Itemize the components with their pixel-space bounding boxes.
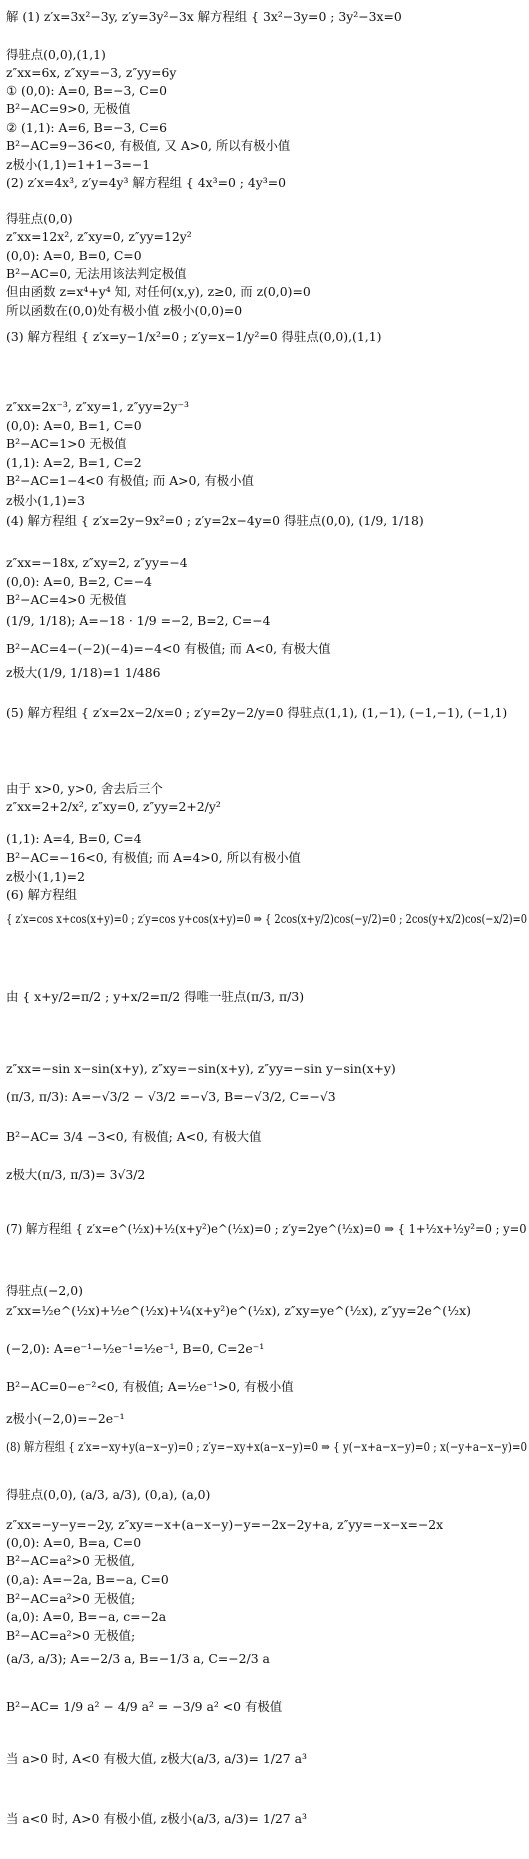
solution-line: (a/3, a/3); A=−2/3 a, B=−1/3 a, C=−2/3 a xyxy=(6,1652,270,1666)
solution-line: z极小(1,1)=1+1−3=−1 xyxy=(6,158,151,172)
solution-line: B²−AC=a²>0 无极值; xyxy=(6,1629,136,1643)
solution-line: B²−AC=9>0, 无极值 xyxy=(6,102,131,116)
solution-line: 由 { x+y/2=π/2 ; y+x/2=π/2 得唯一驻点(π/3, π/3) xyxy=(6,990,305,1004)
solution-line: (4) 解方程组 { z′x=2y−9x²=0 ; z′y=2x−4y=0 得驻点(0,0), (1/9, 1/18) xyxy=(6,514,424,528)
solution-line: 当 a<0 时, A>0 有极小值, z极小(a/3, a/3)= 1/27 a³ xyxy=(6,1812,307,1826)
solution-line: (3) 解方程组 { z′x=y−1/x²=0 ; z′y=x−1/y²=0 得驻点(0,0),(1,1) xyxy=(6,330,382,344)
solution-line: ① (0,0): A=0, B=−3, C=0 xyxy=(6,84,167,98)
solution-line: (8) 解方程组 { z′x=−xy+y(a−x−y)=0 ; z′y=−xy+x(a−x−y)=0 ⇒ { y(−x+a−x−y)=0 ; x(−y+a−x−y)=0 xyxy=(6,1439,528,1454)
solution-line: 得驻点(0,0),(1,1) xyxy=(6,48,106,62)
solution-line: z″xx=2x⁻³, z″xy=1, z″yy=2y⁻³ xyxy=(6,400,189,414)
solution-line: B²−AC=1>0 无极值 xyxy=(6,437,127,451)
solution-line: B²−AC=a²>0 无极值, xyxy=(6,1554,135,1568)
solution-line: B²−AC=1−4<0 有极值; 而 A>0, 有极小值 xyxy=(6,474,254,488)
solution-line: (a,0): A=0, B=−a, c=−2a xyxy=(6,1610,167,1624)
solution-line: (1,1): A=2, B=1, C=2 xyxy=(6,456,142,470)
solution-line: { z′x=cos x+cos(x+y)=0 ; z′y=cos y+cos(x+y)=0 ⇒ { 2cos(x+y/2)cos(−y/2)=0 ; 2cos(y+x/2)cos(−x/2)=0 xyxy=(6,911,528,926)
solution-line: z″xx=−sin x−sin(x+y), z″xy=−sin(x+y), z″yy=−sin y−sin(x+y) xyxy=(6,1062,396,1076)
solution-line: (1/9, 1/18); A=−18 · 1/9 =−2, B=2, C=−4 xyxy=(6,614,271,628)
solution-line: z极小(−2,0)=−2e⁻¹ xyxy=(6,1412,125,1426)
solution-line: 但由函数 z=x⁴+y⁴ 知, 对任何(x,y), z≥0, 而 z(0,0)=0 xyxy=(6,285,311,299)
solution-line: 所以函数在(0,0)处有极小值 z极小(0,0)=0 xyxy=(6,304,243,318)
solution-line: (1,1): A=4, B=0, C=4 xyxy=(6,832,142,846)
solution-line: B²−AC=4−(−2)(−4)=−4<0 有极值; 而 A<0, 有极大值 xyxy=(6,642,331,656)
solution-line: (0,0): A=0, B=2, C=−4 xyxy=(6,575,152,589)
solution-line: z″xx=−y−y=−2y, z″xy=−x+(a−x−y)−y=−2x−2y+a, z″yy=−x−x=−2x xyxy=(6,1518,444,1532)
solution-line: (7) 解方程组 { z′x=e^(½x)+½(x+y²)e^(½x)=0 ; z′y=2ye^(½x)=0 ⇒ { 1+½x+½y²=0 ; y=0 xyxy=(6,1221,527,1236)
solution-line: 当 a>0 时, A<0 有极大值, z极大(a/3, a/3)= 1/27 a³ xyxy=(6,1752,307,1766)
solution-line: (0,0): A=0, B=a, C=0 xyxy=(6,1536,142,1550)
solution-line: B²−AC= 1/9 a² − 4/9 a² = −3/9 a² <0 有极值 xyxy=(6,1700,283,1714)
solution-line: z″xx=6x, z″xy=−3, z″yy=6y xyxy=(6,66,177,80)
solution-line: 解 (1) z′x=3x²−3y, z′y=3y²−3x 解方程组 { 3x²−3y=0 ; 3y²−3x=0 xyxy=(6,10,402,24)
solution-line: B²−AC=a²>0 无极值; xyxy=(6,1592,136,1606)
solution-line: (2) z′x=4x³, z′y=4y³ 解方程组 { 4x³=0 ; 4y³=0 xyxy=(6,176,287,190)
solution-line: B²−AC=−16<0, 有极值; 而 A=4>0, 所以有极小值 xyxy=(6,851,301,865)
solution-line: z″xx=2+2/x², z″xy=0, z″yy=2+2/y² xyxy=(6,800,221,814)
solution-line: ② (1,1): A=6, B=−3, C=6 xyxy=(6,121,167,135)
solution-line: 得驻点(0,0), (a/3, a/3), (0,a), (a,0) xyxy=(6,1488,211,1502)
solution-line: z″xx=−18x, z″xy=2, z″yy=−4 xyxy=(6,556,188,570)
solution-line: B²−AC=4>0 无极值 xyxy=(6,593,127,607)
solution-line: B²−AC= 3/4 −3<0, 有极值; A<0, 有极大值 xyxy=(6,1130,262,1144)
solution-line: B²−AC=9−36<0, 有极值, 又 A>0, 所以有极小值 xyxy=(6,139,291,153)
solution-line: (5) 解方程组 { z′x=2x−2/x=0 ; z′y=2y−2/y=0 得驻点(1,1), (1,−1), (−1,−1), (−1,1) xyxy=(6,706,508,720)
solution-line: (0,a): A=−2a, B=−a, C=0 xyxy=(6,1573,169,1587)
solution-line: (π/3, π/3): A=−√3/2 − √3/2 =−√3, B=−√3/2, C=−√3 xyxy=(6,1090,336,1104)
solution-line: (0,0): A=0, B=1, C=0 xyxy=(6,419,142,433)
solution-line: 由于 x>0, y>0, 舍去后三个 xyxy=(6,782,163,796)
solution-line: z极小(1,1)=3 xyxy=(6,494,85,508)
solution-line: z极小(1,1)=2 xyxy=(6,870,85,884)
solution-line: z极大(1/9, 1/18)=1 1/486 xyxy=(6,666,161,680)
solution-line: z极大(π/3, π/3)= 3√3/2 xyxy=(6,1168,146,1182)
solution-line: (0,0): A=0, B=0, C=0 xyxy=(6,249,142,263)
solution-line: 得驻点(−2,0) xyxy=(6,1284,83,1298)
solution-line: 得驻点(0,0) xyxy=(6,212,73,226)
solution-line: (6) 解方程组 xyxy=(6,888,78,902)
solution-line: z″xx=½e^(½x)+½e^(½x)+¼(x+y²)e^(½x), z″xy=ye^(½x), z″yy=2e^(½x) xyxy=(6,1304,471,1318)
solution-line: B²−AC=0, 无法用该法判定极值 xyxy=(6,267,187,281)
solution-line: (−2,0): A=e⁻¹−½e⁻¹=½e⁻¹, B=0, C=2e⁻¹ xyxy=(6,1342,265,1356)
solution-line: B²−AC=0−e⁻²<0, 有极值; A=½e⁻¹>0, 有极小值 xyxy=(6,1380,294,1394)
solution-line: z″xx=12x², z″xy=0, z″yy=12y² xyxy=(6,230,192,244)
